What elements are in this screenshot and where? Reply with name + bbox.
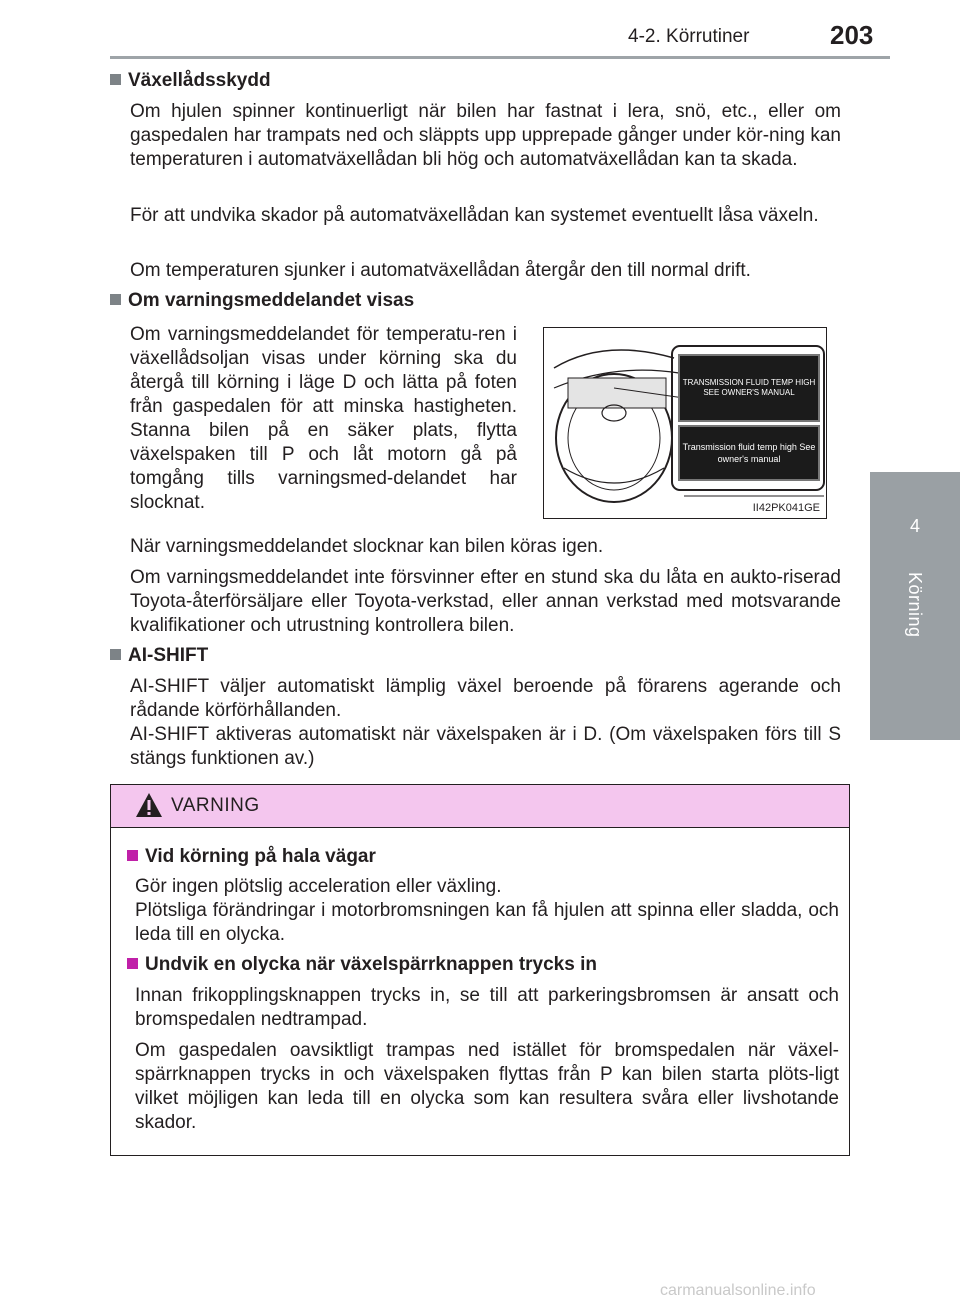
header-rule bbox=[110, 56, 890, 59]
warning-triangle-icon bbox=[135, 791, 163, 819]
paragraph: Om hjulen spinner kontinuerligt när bilen har fastnat i lera, snö, etc., eller om gaspedalen har trampats ned och släppts upp upprepade gånger under kör-ning kan temperaturen i automatväxellådan bli hög och automatväxellådan kan ta skada. bbox=[130, 101, 841, 170]
paragraph: Om temperaturen sjunker i automatväxellådan återgår den till normal drift. bbox=[130, 260, 751, 281]
warning-box bbox=[110, 784, 850, 1156]
bullet-square-icon bbox=[127, 850, 138, 861]
paragraph: När varningsmeddelandet slocknar kan bilen köras igen. bbox=[130, 536, 604, 557]
warning-header bbox=[111, 785, 849, 828]
chapter-number: 4 bbox=[909, 516, 920, 536]
warning-paragraph: Om gaspedalen oavsiktligt trampas ned istället för bromspedalen när växel-spärrknappen trycks in och växelspaken flyttas från P kan bilen starta plöts-ligt vilket möjligen kan leda till en olycka som kan resultera svåra eller livshotande skador. bbox=[135, 1040, 839, 1133]
warning-paragraph: Plötsliga förändringar i motorbromsningen kan få hjulen att spinna eller sladda, och leda till en olycka. bbox=[135, 900, 839, 945]
header-section: 4-2. Körrutiner bbox=[628, 26, 750, 47]
bullet-square-icon bbox=[110, 74, 121, 85]
chapter-side-tab bbox=[870, 472, 960, 740]
paragraph: Om varningsmeddelandet för temperatu-ren i växellådsoljan visas under körning ska du återgå till körning i läge D och lätta på foten från gaspedalen för att minska hastigheten. Stanna bilen på en säker plats, flytta växelspaken till P och låt motorn gå på tomgång tills varningsmed-delandet har slocknat. bbox=[130, 324, 517, 513]
paragraph: För att undvika skador på automatväxellådan kan systemet eventuellt låsa växeln. bbox=[130, 205, 819, 226]
paragraph: AI-SHIFT väljer automatiskt lämplig växel beroende på förarens agerande och rådande körförhållanden. bbox=[130, 676, 841, 721]
bullet-square-icon bbox=[110, 294, 121, 305]
warning-paragraph: Innan frikopplingsknappen trycks in, se till att parkeringsbromsen är ansatt och bromspedalen nedtrampad. bbox=[135, 985, 839, 1030]
paragraph: AI-SHIFT aktiveras automatiskt när växelspaken är i D. (Om växelspaken förs till S stängs funktionen av.) bbox=[130, 724, 841, 769]
section-heading-ai-shift: AI-SHIFT bbox=[110, 645, 208, 667]
watermark: carmanualsonline.info bbox=[660, 1282, 816, 1299]
display-message-mixedcase: Transmission fluid temp high See owner's manual bbox=[678, 425, 820, 481]
section-heading-transmission-protection: Växellådsskydd bbox=[110, 70, 271, 92]
display-message-uppercase: TRANSMISSION FLUID TEMP HIGH SEE OWNER'S MANUAL bbox=[678, 354, 820, 422]
chapter-label: Körning bbox=[905, 572, 925, 638]
warning-heading-slippery-roads: Vid körning på hala vägar bbox=[127, 846, 376, 868]
paragraph: Om varningsmeddelandet inte försvinner efter en stund ska du låta en aukto-riserad Toyota-återförsäljare eller Toyota-verkstad, eller annan verkstad med motsvarande kvalifikationer och utrustning kontrollera bilen. bbox=[130, 567, 841, 636]
warning-paragraph: Gör ingen plötslig acceleration eller växling. bbox=[135, 876, 502, 897]
warning-title: VARNING bbox=[171, 795, 260, 816]
warning-heading-shift-lock: Undvik en olycka när växelspärrknappen trycks in bbox=[127, 954, 597, 976]
figure-dashboard-illustration bbox=[543, 327, 827, 519]
page-number: 203 bbox=[830, 20, 874, 50]
figure-code: II42PK041GE bbox=[752, 502, 820, 514]
bullet-square-icon bbox=[110, 649, 121, 660]
bullet-square-icon bbox=[127, 958, 138, 969]
section-heading-warning-message: Om varningsmeddelandet visas bbox=[110, 290, 414, 312]
